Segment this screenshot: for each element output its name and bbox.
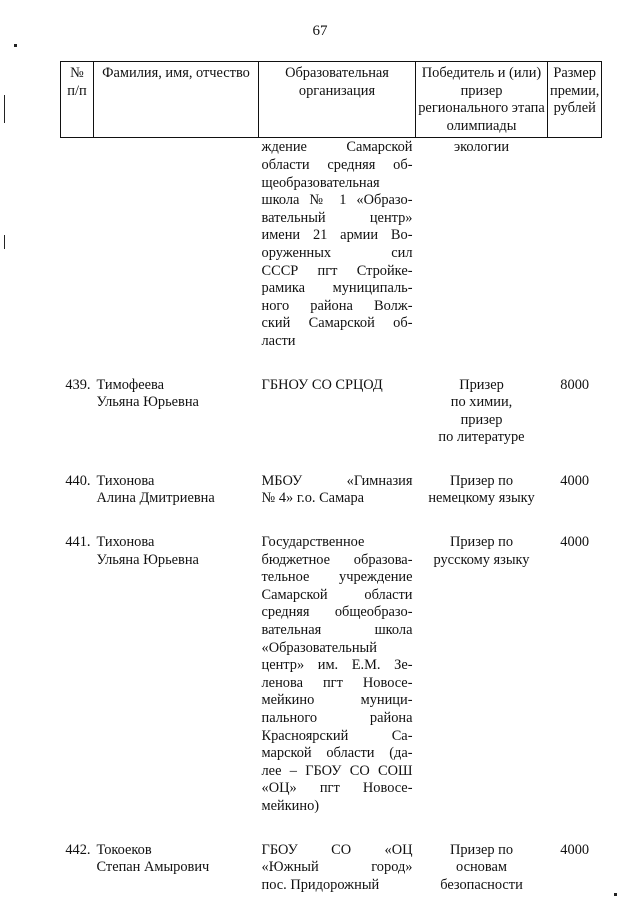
table-header-row xyxy=(61,62,602,138)
name-line: Ульяна Юрьевна xyxy=(96,394,199,411)
scan-mark xyxy=(4,95,5,123)
cell-winner xyxy=(416,371,548,467)
cell-prize: 4000 xyxy=(560,841,590,858)
org-line: вательная школа xyxy=(261,622,413,639)
org-line: ласти xyxy=(261,332,296,349)
cell-num xyxy=(61,138,94,371)
winner-line: немецкому языку xyxy=(428,490,535,507)
org-line: мейкино муници- xyxy=(261,692,413,709)
org-line: средняя общеобразо- xyxy=(261,604,413,621)
cell-prize: 8000 xyxy=(560,376,590,393)
page-number: 67 xyxy=(312,23,328,39)
header-winner: Победитель и (или) призер регионального этапа олимпиады xyxy=(416,62,548,138)
table-row xyxy=(61,371,602,467)
header-name: Фамилия, имя, отчество xyxy=(94,62,259,138)
cell-org xyxy=(259,528,416,836)
org-line: «Образовательный xyxy=(261,639,377,656)
org-line: марской области (да- xyxy=(261,745,413,762)
org-line: бюджетное образова- xyxy=(261,551,413,568)
winner-line: Призер xyxy=(459,376,504,393)
winner-line: Призер по xyxy=(449,534,514,551)
cell-name xyxy=(94,371,259,467)
org-line: ГБНОУ СО СРЦОД xyxy=(261,376,383,393)
cell-name xyxy=(94,528,259,836)
org-line: № 4» г.о. Самара xyxy=(261,490,365,507)
org-line: ждение Самарской xyxy=(261,139,413,156)
org-line: области средняя об- xyxy=(261,156,413,173)
cell-num: 439. xyxy=(65,376,91,393)
cell-org xyxy=(259,138,416,371)
table-row xyxy=(61,836,602,895)
cell-winner xyxy=(416,138,548,371)
name-line: Степан Амырович xyxy=(96,859,210,876)
winner-line: безопасности xyxy=(440,876,523,893)
org-line: МБОУ «Гимназия xyxy=(261,472,413,489)
name-line: Алина Дмитриевна xyxy=(96,490,215,507)
name-line: Тихонова xyxy=(96,472,155,489)
cell-prize: 4000 xyxy=(560,472,590,489)
cell-winner xyxy=(416,528,548,836)
org-line: мейкино) xyxy=(261,797,320,814)
table-row xyxy=(61,138,602,371)
name-line: Тихонова xyxy=(96,534,155,551)
winner-line: по химии, xyxy=(450,394,513,411)
cell-prize: 4000 xyxy=(560,534,590,551)
winner-line: русскому языку xyxy=(433,551,530,568)
org-line: лее – ГБОУ СО СОШ xyxy=(261,762,413,779)
scan-mark xyxy=(614,893,617,896)
org-line: тельное учреждение xyxy=(261,569,413,586)
name-line: Токоеков xyxy=(96,841,152,858)
winner-line: по литературе xyxy=(438,429,525,446)
cell-winner xyxy=(416,836,548,895)
org-line: пального района xyxy=(261,710,413,726)
winner-line: призер xyxy=(460,411,503,428)
org-line: Государственное xyxy=(261,534,365,551)
cell-name xyxy=(94,138,259,371)
org-line: вательный центр» xyxy=(261,209,413,226)
header-org: Образовательная организация xyxy=(259,62,416,138)
table-row xyxy=(61,528,602,836)
org-line: пос. Придорожный xyxy=(261,876,380,893)
header-num: № п/п xyxy=(61,62,94,138)
cell-name xyxy=(94,467,259,528)
cell-org xyxy=(259,836,416,895)
org-line: имени 21 армии Во- xyxy=(261,227,413,244)
cell-name xyxy=(94,836,259,895)
cell-prize xyxy=(548,138,602,371)
name-line: Ульяна Юрьевна xyxy=(96,551,199,568)
org-line: ГБОУ СО «ОЦ xyxy=(261,841,413,858)
cell-num: 440. xyxy=(65,472,91,489)
table-row xyxy=(61,467,602,528)
header-prize: Размер премии, рублей xyxy=(548,62,602,138)
cell-org xyxy=(259,371,416,467)
org-line: ного района Волж- xyxy=(261,297,413,314)
org-line: ский Самарской об- xyxy=(261,315,413,332)
org-line: школа № 1 «Образо- xyxy=(261,192,413,209)
winner-line: Призер по xyxy=(449,841,514,858)
org-line: центр» им. Е.М. Зе- xyxy=(261,657,413,674)
org-line: «ОЦ» пгт Новосе- xyxy=(261,780,413,797)
org-line: ленова пгт Новосе- xyxy=(261,674,413,691)
org-line: оруженных сил xyxy=(261,244,413,261)
name-line: Тимофеева xyxy=(96,376,165,393)
cell-num: 441. xyxy=(65,534,91,551)
awards-table xyxy=(60,61,602,894)
scan-mark xyxy=(4,235,5,249)
cell-num: 442. xyxy=(65,841,91,858)
org-line: СССР пгт Стройке- xyxy=(261,262,413,279)
org-line: рамика муниципаль- xyxy=(261,280,413,297)
cell-org xyxy=(259,467,416,528)
org-line: Красноярский Са- xyxy=(261,727,413,744)
table-body xyxy=(61,138,602,894)
winner-line: Призер по xyxy=(449,472,514,489)
org-line: Самарской области xyxy=(261,586,413,603)
org-line: щеобразовательная xyxy=(261,174,380,191)
cell-winner xyxy=(416,467,548,528)
winner-line: экологии xyxy=(453,139,510,156)
winner-line: основам xyxy=(456,859,507,876)
scan-mark xyxy=(14,44,17,47)
org-line: «Южный город» xyxy=(261,859,413,876)
